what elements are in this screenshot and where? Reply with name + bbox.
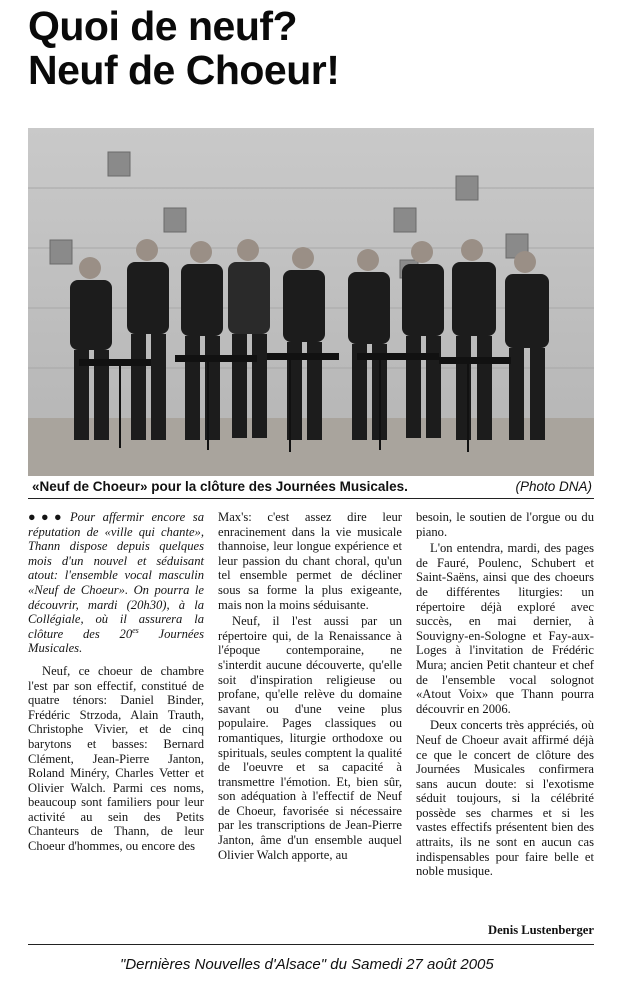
article-column-2	[218, 510, 402, 864]
article-column-3	[416, 510, 594, 881]
source-line	[120, 956, 540, 973]
bottom-rule	[28, 944, 594, 945]
article-intro	[28, 510, 204, 656]
intro-ordinal-sup: es	[132, 625, 139, 635]
bullet-icons: ●●●	[28, 510, 67, 524]
source-publication: "Dernières Nouvelles d'Alsace"	[120, 956, 327, 973]
source-date: du Samedi 27 août 2005	[330, 956, 494, 973]
article-paragraph-4: besoin, le soutien de l'orgue ou du piano.	[416, 510, 594, 539]
choir-photo-illustration	[28, 128, 594, 476]
byline: Denis Lustenberger	[488, 923, 594, 937]
photo-credit: (Photo DNA)	[515, 479, 592, 494]
intro-end: Journées Musicales.	[28, 626, 205, 656]
headline-line-2: Neuf de Choeur!	[28, 47, 340, 93]
headline	[28, 4, 588, 92]
group-photo	[28, 128, 594, 476]
article-paragraph-3: Neuf, il l'est aussi par un répertoire qui, de la Renaissance à l'époque contemporaine, ne s'interdit aucune découverte, qu'elle soit d'inspiration religieuse ou profane, qu'elle relève du domaine savant ou d'une veine plus populaire. Pages classiques ou romantiques, liturgie orthodoxe ou spirituals, seules comptent la qualité de l'oeuvre et sa capacité à transmettre l'émotion. Et, bien sûr, son adéquation à l'effectif de Neuf de Choeur, favorisée si nécessaire par les transcriptions de Jean-Pierre Janton, âme d'un ensemble auquel Olivier Walch apporte, au	[218, 614, 402, 862]
intro-text: Pour affermir encore sa réputation de «ville qui chante», Thann dispose depuis quelques mois d'un nouvel et séduisant atout: l'ensemble vocal masculin «Neuf de Choeur». On pourra le découvrir, mardi (20h30), à la Collégiale, où il assurera la clôture des	[28, 510, 204, 641]
intro-ordinal: 20	[119, 626, 133, 641]
article-paragraph-5: L'on entendra, mardi, des pages de Fauré, Poulenc, Schubert et Saint-Saëns, ainsi que des choeurs de différentes liturgies: un répertoire déjà exploré avec succès, en mai dernier, à Souvigny-en-Sologne et Fay-aux-Loges à l'invitation de Frédéric Mura; ancien Petit chanteur et chef de l'ensemble vocal solognot «Atout Voix» que Thann pourra découvrir en 2006.	[416, 541, 594, 716]
article-paragraph-6: Deux concerts très appréciés, où Neuf de Choeur avait affirmé déjà ce que le concert de clôture des Journées Musicales confirmera sans aucun doute: si l'exotisme séduit toujours, si la célébrité possède ses charmes et si les vastes effectifs présentent bien des attraits, ils ne sont en aucun cas indispensables pour faire belle et noble musique.	[416, 718, 594, 879]
article-column-1	[28, 510, 204, 856]
article-paragraph-1: Neuf, ce choeur de chambre l'est par son effectif, constitué de quatre ténors: Daniel Binder, Frédéric Strzoda, Alain Trauth, Christophe Vivier, et de cinq barytons et basses: Bernard Clément, Jean-Pierre Janton, Roland Minéry, Charles Vetter et Olivier Walch. Parmi ces noms, beaucoup sont familiers pour leur activité au sein des Petits Chanteurs de Thann, de leur Choeur d'hommes, ou encore des	[28, 663, 204, 854]
photo-caption: «Neuf de Choeur» pour la clôture des Journées Musicales.	[32, 479, 408, 494]
photo-caption-bar	[28, 478, 594, 499]
article-paragraph-2: Max's: c'est assez dire leur enracinement dans la vie musicale thannoise, leur longue expérience et leur passion du chant choral, qu'un tel ensemble permet de décliner sous sa forme la plus exigeante, mais non la moins séduisante.	[218, 510, 402, 612]
headline-line-1: Quoi de neuf?	[28, 3, 298, 49]
